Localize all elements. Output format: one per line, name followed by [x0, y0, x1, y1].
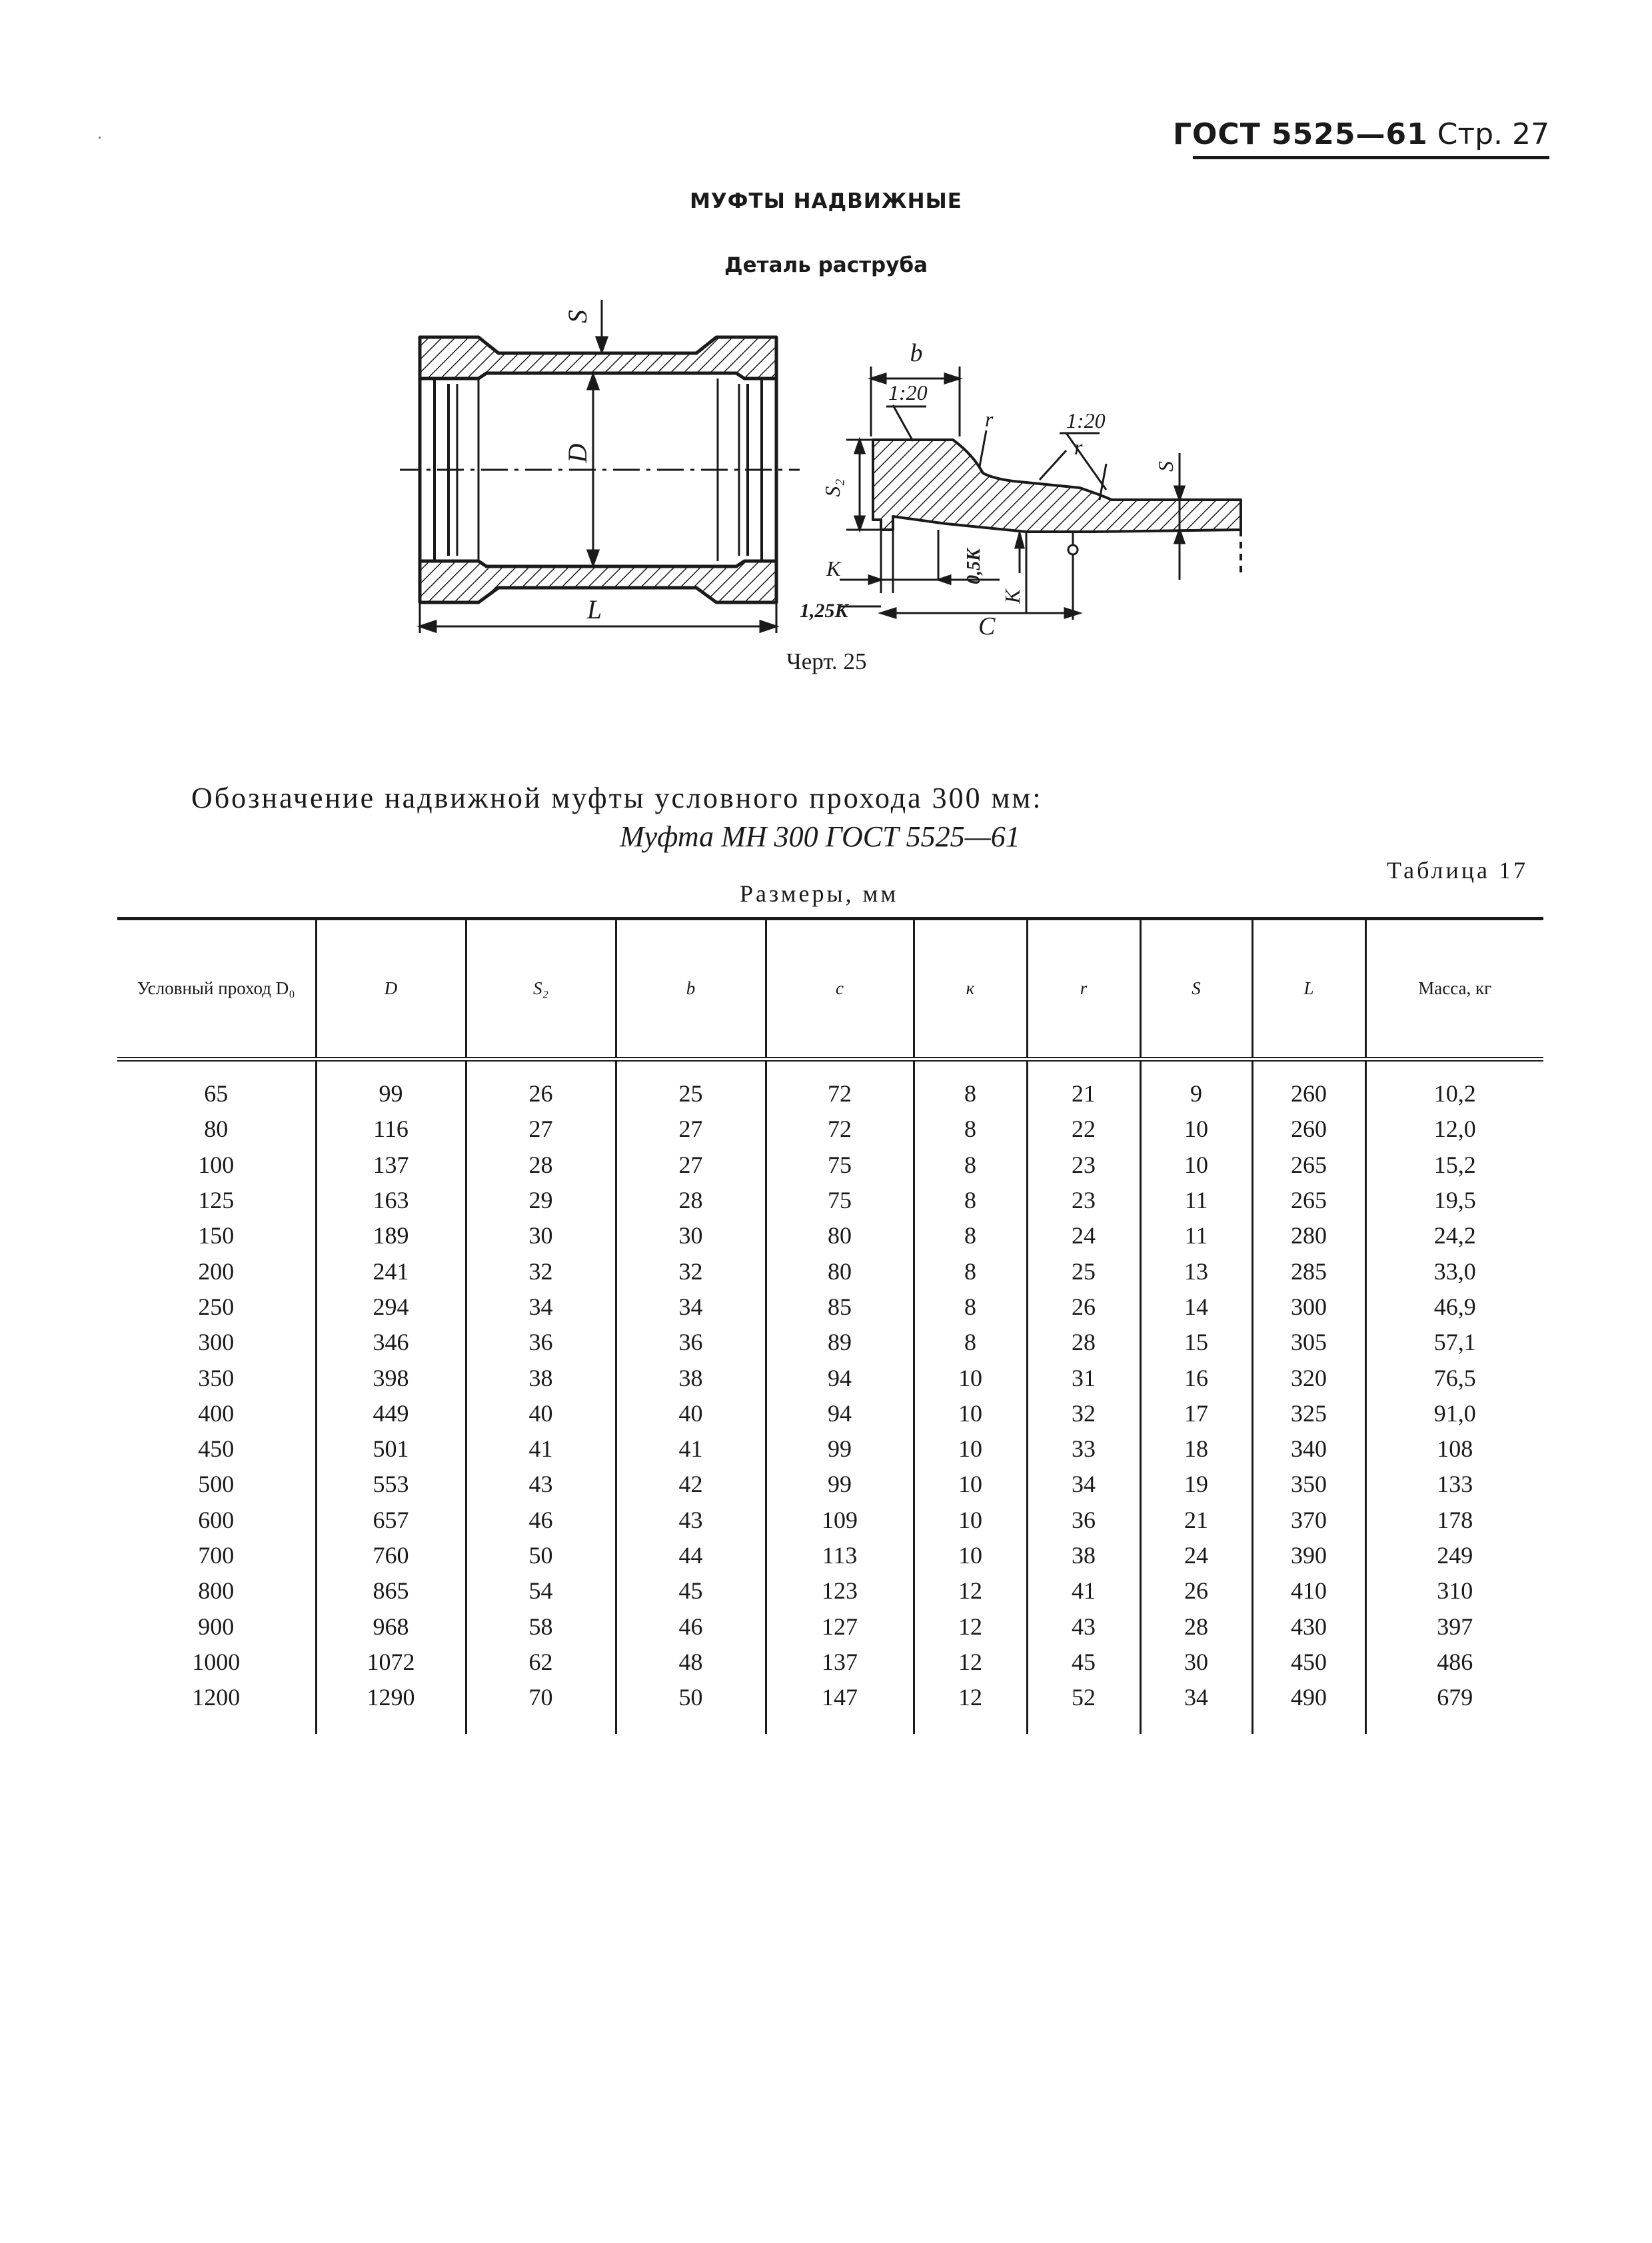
table-cell: 91,0 — [1365, 1396, 1543, 1431]
table-cell: 22 — [1027, 1112, 1140, 1147]
label-1-25K: 1,25K — [800, 600, 848, 622]
table-cell: 43 — [466, 1467, 616, 1502]
header-L: L — [1252, 920, 1365, 1060]
table-cell: 58 — [466, 1609, 616, 1644]
header-b: b — [616, 920, 766, 1060]
table-cell: 31 — [1027, 1360, 1140, 1395]
table-cell: 600 — [198, 1506, 235, 1533]
table-cell: 486 — [1365, 1645, 1543, 1680]
table-cell: 50 — [466, 1538, 616, 1573]
table-cell: 10 — [1140, 1112, 1252, 1147]
table-cell: 26 — [1140, 1573, 1252, 1609]
label-S2: S₂ — [820, 478, 844, 497]
figure-caption: Черт. 25 — [786, 648, 867, 674]
table-cell: 350 — [198, 1364, 235, 1391]
table-row — [117, 1183, 1543, 1218]
table-cell: 108 — [1365, 1431, 1543, 1467]
table-row — [117, 1396, 1543, 1431]
table-cell: 8 — [914, 1289, 1027, 1325]
table-cell: 8 — [914, 1147, 1027, 1183]
table-cell: 26 — [1027, 1289, 1140, 1325]
table-cell: 14 — [1140, 1289, 1252, 1325]
table-cell: 27 — [466, 1112, 616, 1147]
table-cell: 10 — [914, 1360, 1027, 1395]
table-cell: 45 — [616, 1573, 766, 1609]
table-cell: 968 — [316, 1609, 466, 1644]
table-cell: 300 — [1252, 1289, 1365, 1325]
table-cell: 30 — [616, 1218, 766, 1253]
table-cell: 265 — [1252, 1147, 1365, 1183]
table-cell: 34 — [1027, 1467, 1140, 1502]
table-cell: 265 — [1252, 1183, 1365, 1218]
table-cell: 320 — [1252, 1360, 1365, 1395]
table-cell: 41 — [616, 1431, 766, 1467]
table-cell: 865 — [316, 1573, 466, 1609]
table-cell: 25 — [616, 1060, 766, 1112]
table-cell: 75 — [766, 1183, 914, 1218]
table-cell: 325 — [1252, 1396, 1365, 1431]
table-cell: 80 — [204, 1116, 229, 1143]
label-b: b — [910, 339, 923, 367]
table-cell: 29 — [466, 1183, 616, 1218]
table-cell: 449 — [316, 1396, 466, 1431]
table-cell: 21 — [1027, 1060, 1140, 1112]
table-cell: 305 — [1252, 1325, 1365, 1360]
table-cell: 11 — [1140, 1183, 1252, 1218]
header-k: к — [914, 920, 1027, 1060]
table-row — [117, 1112, 1543, 1147]
table-cell: 679 — [1365, 1680, 1543, 1734]
table-cell: 62 — [466, 1645, 616, 1680]
table-cell: 900 — [198, 1613, 235, 1640]
dimensions-table — [117, 920, 1543, 1734]
table-cell: 40 — [466, 1396, 616, 1431]
table-cell: 13 — [1140, 1253, 1252, 1289]
socket-detail-section — [873, 440, 1241, 532]
table-cell: 12 — [914, 1609, 1027, 1644]
table-cell: 46 — [466, 1503, 616, 1538]
table-cell: 24 — [1140, 1538, 1252, 1573]
table-row — [117, 1573, 1543, 1609]
header-r: r — [1027, 920, 1140, 1060]
table-cell: 1000 — [192, 1648, 241, 1675]
table-cell: 370 — [1252, 1503, 1365, 1538]
table-cell: 553 — [316, 1467, 466, 1502]
table-cell: 397 — [1365, 1609, 1543, 1644]
table-cell: 33 — [1027, 1431, 1140, 1467]
table-cell: 109 — [766, 1503, 914, 1538]
table-cell: 10,2 — [1365, 1060, 1543, 1112]
label-S: S — [562, 310, 592, 323]
table-cell: 116 — [316, 1112, 466, 1147]
table-cell: 28 — [466, 1147, 616, 1183]
table-cell: 8 — [914, 1325, 1027, 1360]
table-cell: 189 — [316, 1218, 466, 1253]
table-cell: 400 — [198, 1399, 235, 1427]
table-cell: 340 — [1252, 1431, 1365, 1467]
table-row — [117, 1467, 1543, 1502]
table-cell: 32 — [616, 1253, 766, 1289]
table-cell: 54 — [466, 1573, 616, 1609]
table-cell: 25 — [1027, 1253, 1140, 1289]
table-cell: 12 — [914, 1645, 1027, 1680]
table-cell: 450 — [1252, 1645, 1365, 1680]
table-cell: 16 — [1140, 1360, 1252, 1395]
table-cell: 36 — [466, 1325, 616, 1360]
table-cell: 65 — [204, 1080, 229, 1108]
table-cell: 19,5 — [1365, 1183, 1543, 1218]
table-caption: Размеры, мм — [740, 880, 899, 907]
table-cell: 8 — [914, 1218, 1027, 1253]
table-cell: 346 — [316, 1325, 466, 1360]
page-header — [1173, 117, 1549, 151]
table-cell: 10 — [914, 1431, 1027, 1467]
table-cell: 94 — [766, 1360, 914, 1395]
label-r-2: r — [1074, 435, 1083, 459]
label-D: D — [562, 443, 592, 463]
table-row — [117, 1218, 1543, 1253]
table-cell: 249 — [1365, 1538, 1543, 1573]
label-C: C — [978, 612, 996, 640]
table-cell: 137 — [766, 1645, 914, 1680]
table-cell: 27 — [616, 1112, 766, 1147]
table-cell: 241 — [316, 1253, 466, 1289]
table-cell: 125 — [198, 1187, 235, 1214]
table-cell: 38 — [1027, 1538, 1140, 1573]
table-cell: 19 — [1140, 1467, 1252, 1502]
table-cell: 11 — [1140, 1218, 1252, 1253]
table-row — [117, 1680, 1543, 1734]
table-cell: 15,2 — [1365, 1147, 1543, 1183]
table-cell: 9 — [1140, 1060, 1252, 1112]
table-cell: 24 — [1027, 1218, 1140, 1253]
table-cell: 32 — [1027, 1396, 1140, 1431]
header-mass: Масса, кг — [1365, 920, 1543, 1060]
table-row — [117, 1325, 1543, 1360]
table-cell: 490 — [1252, 1680, 1365, 1734]
table-cell: 57,1 — [1365, 1325, 1543, 1360]
table-cell: 137 — [316, 1147, 466, 1183]
label-S-detail: S — [1154, 461, 1178, 472]
table-cell: 1200 — [192, 1684, 241, 1711]
table-cell: 260 — [1252, 1112, 1365, 1147]
table-cell: 76,5 — [1365, 1360, 1543, 1395]
table-cell: 34 — [616, 1289, 766, 1325]
table-cell: 70 — [466, 1680, 616, 1734]
header-c: c — [766, 920, 914, 1060]
table-cell: 99 — [316, 1060, 466, 1112]
table-row — [117, 1060, 1543, 1112]
table-cell: 260 — [1252, 1060, 1365, 1112]
table-row — [117, 1360, 1543, 1395]
table-row — [117, 1147, 1543, 1183]
table-cell: 450 — [198, 1435, 235, 1463]
table-header-row — [117, 920, 1543, 1060]
table-cell: 28 — [1027, 1325, 1140, 1360]
dimensions-table-container — [117, 917, 1543, 1734]
header-S: S — [1140, 920, 1252, 1060]
table-cell: 398 — [316, 1360, 466, 1395]
table-cell: 38 — [616, 1360, 766, 1395]
table-cell: 12 — [914, 1680, 1027, 1734]
table-cell: 8 — [914, 1060, 1027, 1112]
table-cell: 10 — [914, 1396, 1027, 1431]
table-cell: 43 — [616, 1503, 766, 1538]
table-cell: 100 — [198, 1151, 235, 1178]
table-cell: 30 — [466, 1218, 616, 1253]
table-cell: 94 — [766, 1396, 914, 1431]
page-number: Стр. 27 — [1437, 117, 1549, 151]
table-row — [117, 1253, 1543, 1289]
header-nominal-bore: Условный проход D₀ — [117, 920, 316, 1060]
table-row — [117, 1538, 1543, 1573]
table-cell: 80 — [766, 1218, 914, 1253]
table-cell: 36 — [1027, 1503, 1140, 1538]
table-cell: 500 — [198, 1471, 235, 1498]
table-cell: 12,0 — [1365, 1112, 1543, 1147]
table-cell: 41 — [466, 1431, 616, 1467]
table-cell: 85 — [766, 1289, 914, 1325]
table-cell: 72 — [766, 1112, 914, 1147]
table-cell: 80 — [766, 1253, 914, 1289]
table-cell: 32 — [466, 1253, 616, 1289]
table-cell: 310 — [1365, 1573, 1543, 1609]
table-cell: 1290 — [316, 1680, 466, 1734]
table-cell: 657 — [316, 1503, 466, 1538]
table-cell: 75 — [766, 1147, 914, 1183]
table-cell: 200 — [198, 1257, 235, 1285]
table-cell: 99 — [766, 1431, 914, 1467]
table-cell: 113 — [766, 1538, 914, 1573]
designation-example: Муфта МН 300 ГОСТ 5525—61 — [620, 820, 1020, 853]
table-cell: 300 — [198, 1329, 235, 1356]
table-cell: 150 — [198, 1222, 235, 1249]
table-cell: 410 — [1252, 1573, 1365, 1609]
page-title: МУФТЫ НАДВИЖНЫЕ — [690, 189, 962, 213]
technical-drawing — [400, 300, 1266, 646]
table-cell: 28 — [1140, 1609, 1252, 1644]
table-cell: 38 — [466, 1360, 616, 1395]
table-cell: 430 — [1252, 1609, 1365, 1644]
table-cell: 8 — [914, 1112, 1027, 1147]
table-cell: 23 — [1027, 1183, 1140, 1218]
table-cell: 50 — [616, 1680, 766, 1734]
label-slope-2: 1:20 — [1066, 408, 1106, 432]
label-K-2: K — [1000, 589, 1024, 604]
table-cell: 350 — [1252, 1467, 1365, 1502]
table-cell: 99 — [766, 1467, 914, 1502]
label-K: K — [826, 556, 841, 580]
table-cell: 10 — [1140, 1147, 1252, 1183]
table-cell: 18 — [1140, 1431, 1252, 1467]
table-cell: 123 — [766, 1573, 914, 1609]
table-cell: 46,9 — [1365, 1289, 1543, 1325]
table-cell: 12 — [914, 1573, 1027, 1609]
table-cell: 15 — [1140, 1325, 1252, 1360]
table-cell: 1072 — [316, 1645, 466, 1680]
table-cell: 285 — [1252, 1253, 1365, 1289]
label-slope-1: 1:20 — [888, 380, 928, 404]
table-row — [117, 1503, 1543, 1538]
table-cell: 23 — [1027, 1147, 1140, 1183]
table-cell: 147 — [766, 1680, 914, 1734]
table-cell: 48 — [616, 1645, 766, 1680]
table-cell: 760 — [316, 1538, 466, 1573]
table-cell: 10 — [914, 1538, 1027, 1573]
table-body — [117, 1060, 1543, 1735]
label-L: L — [586, 594, 602, 624]
table-cell: 28 — [616, 1183, 766, 1218]
standard-number: ГОСТ 5525—61 — [1172, 117, 1428, 151]
table-cell: 72 — [766, 1060, 914, 1112]
table-cell: 280 — [1252, 1218, 1365, 1253]
table-cell: 26 — [466, 1060, 616, 1112]
table-cell: 34 — [1140, 1680, 1252, 1734]
table-cell: 250 — [198, 1293, 235, 1320]
table-cell: 24,2 — [1365, 1218, 1543, 1253]
header-D: D — [316, 920, 466, 1060]
table-cell: 8 — [914, 1183, 1027, 1218]
header-rule — [1193, 156, 1549, 159]
scan-speck — [99, 137, 101, 139]
table-cell: 41 — [1027, 1573, 1140, 1609]
table-cell: 44 — [616, 1538, 766, 1573]
table-cell: 10 — [914, 1467, 1027, 1502]
table-cell: 21 — [1140, 1503, 1252, 1538]
label-half-K: 0,5K — [964, 548, 984, 584]
table-row — [117, 1289, 1543, 1325]
table-cell: 700 — [198, 1542, 235, 1569]
table-row — [117, 1645, 1543, 1680]
label-r-1: r — [985, 407, 994, 431]
table-cell: 178 — [1365, 1503, 1543, 1538]
table-cell: 8 — [914, 1253, 1027, 1289]
table-cell: 17 — [1140, 1396, 1252, 1431]
table-cell: 127 — [766, 1609, 914, 1644]
section-subtitle: Деталь раструба — [724, 253, 928, 277]
table-cell: 45 — [1027, 1645, 1140, 1680]
table-cell: 33,0 — [1365, 1253, 1543, 1289]
table-cell: 390 — [1252, 1538, 1365, 1573]
table-row — [117, 1609, 1543, 1644]
table-number: Таблица 17 — [1387, 857, 1528, 884]
table-cell: 294 — [316, 1289, 466, 1325]
table-cell: 36 — [616, 1325, 766, 1360]
table-cell: 34 — [466, 1289, 616, 1325]
table-cell: 42 — [616, 1467, 766, 1502]
table-cell: 800 — [198, 1577, 235, 1605]
table-cell: 133 — [1365, 1467, 1543, 1502]
table-cell: 89 — [766, 1325, 914, 1360]
table-row — [117, 1431, 1543, 1467]
table-cell: 501 — [316, 1431, 466, 1467]
table-cell: 10 — [914, 1503, 1027, 1538]
designation-text: Обозначение надвижной муфты условного прохода 300 мм: — [191, 782, 1043, 814]
table-cell: 40 — [616, 1396, 766, 1431]
table-cell: 30 — [1140, 1645, 1252, 1680]
table-cell: 46 — [616, 1609, 766, 1644]
table-cell: 163 — [316, 1183, 466, 1218]
table-cell: 27 — [616, 1147, 766, 1183]
table-cell: 43 — [1027, 1609, 1140, 1644]
header-S2: S₂ — [466, 920, 616, 1060]
table-cell: 52 — [1027, 1680, 1140, 1734]
